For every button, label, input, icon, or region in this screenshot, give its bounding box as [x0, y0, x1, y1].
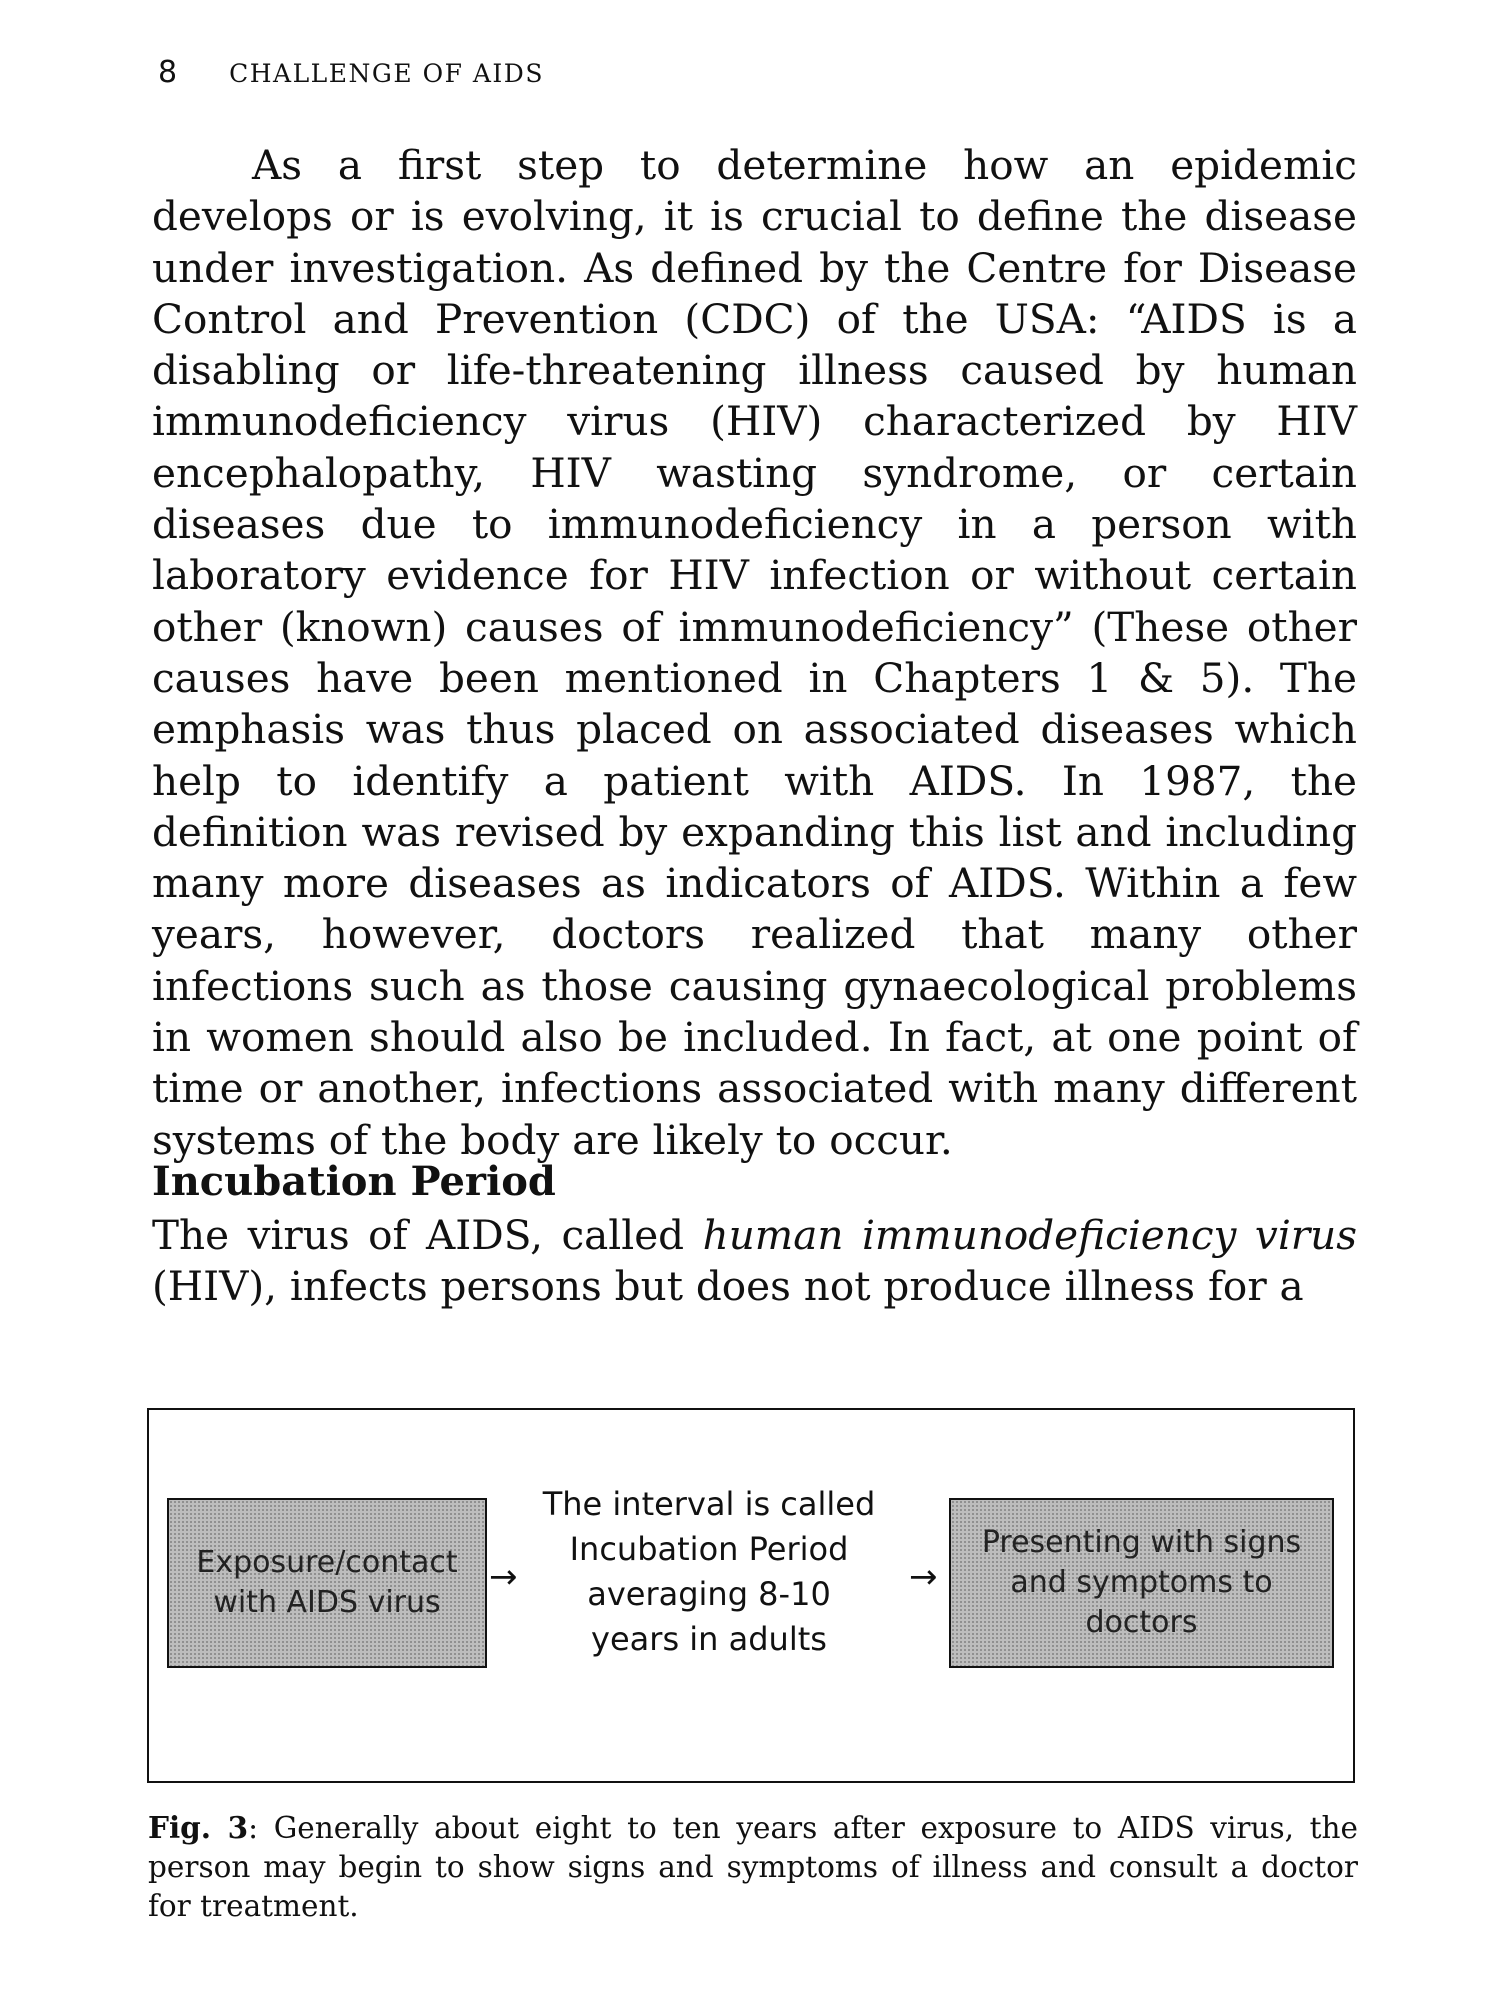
exposure-box [167, 1498, 487, 1668]
figure-frame [147, 1408, 1355, 1783]
page-number: 8 [158, 55, 178, 90]
page-header [158, 55, 544, 90]
caption-text: : Generally about eight to ten years after exposure to AIDS virus, the person may begin to show signs and symptoms of illness and consult a doctor for treatment. [148, 1811, 1358, 1923]
section-text-after: (HIV), infects persons but does not produce illness for a [152, 1262, 1304, 1311]
presenting-box [949, 1498, 1334, 1668]
right-arrow-icon: → [909, 1557, 938, 1597]
running-head: CHALLENGE OF AIDS [229, 59, 544, 88]
presenting-box-label: Presenting with signs and symptoms to doctors [981, 1525, 1302, 1640]
section-text-before: The virus of AIDS, called [152, 1211, 703, 1259]
section-paragraph [152, 1210, 1357, 1313]
exposure-box-label: Exposure/contact with AIDS virus [196, 1545, 458, 1620]
body-paragraph: As a first step to determine how an epidemic develops or is evolving, it is crucial to define the disease under investigation. As defined by the Centre for Disease Control and Prevention (CDC) of the USA: “AIDS is a disabling or life-threatening illness caused by human immunodeficiency virus (HIV) characterized by HIV encephalopathy, HIV wasting syndrome, or certain diseases due to immunodeficiency in a person with laboratory evidence for HIV infection or without certain other (known) causes of immunodeficiency” (These other causes have been mentioned in Chapters 1 & 5). The emphasis was thus placed on associated diseases which help to identify a patient with AIDS. In 1987, the definition was revised by expanding this list and including many more diseases as indicators of AIDS. Within a few years, however, doctors realized that many other infections such as those causing gynaecological problems in women should also be included. In fact, at one point of time or another, infections associated with many different systems of the body are likely to occur. [152, 141, 1357, 1164]
right-arrow-icon: → [489, 1557, 518, 1597]
section-text-italic: human immunodeficiency virus [702, 1211, 1357, 1259]
figure-caption [148, 1808, 1358, 1926]
section-heading: Incubation Period [152, 1158, 556, 1205]
caption-label: Fig. 3 [148, 1810, 249, 1845]
incubation-interval-text: The interval is called Incubation Period averaging 8-10 years in adults [542, 1485, 876, 1658]
